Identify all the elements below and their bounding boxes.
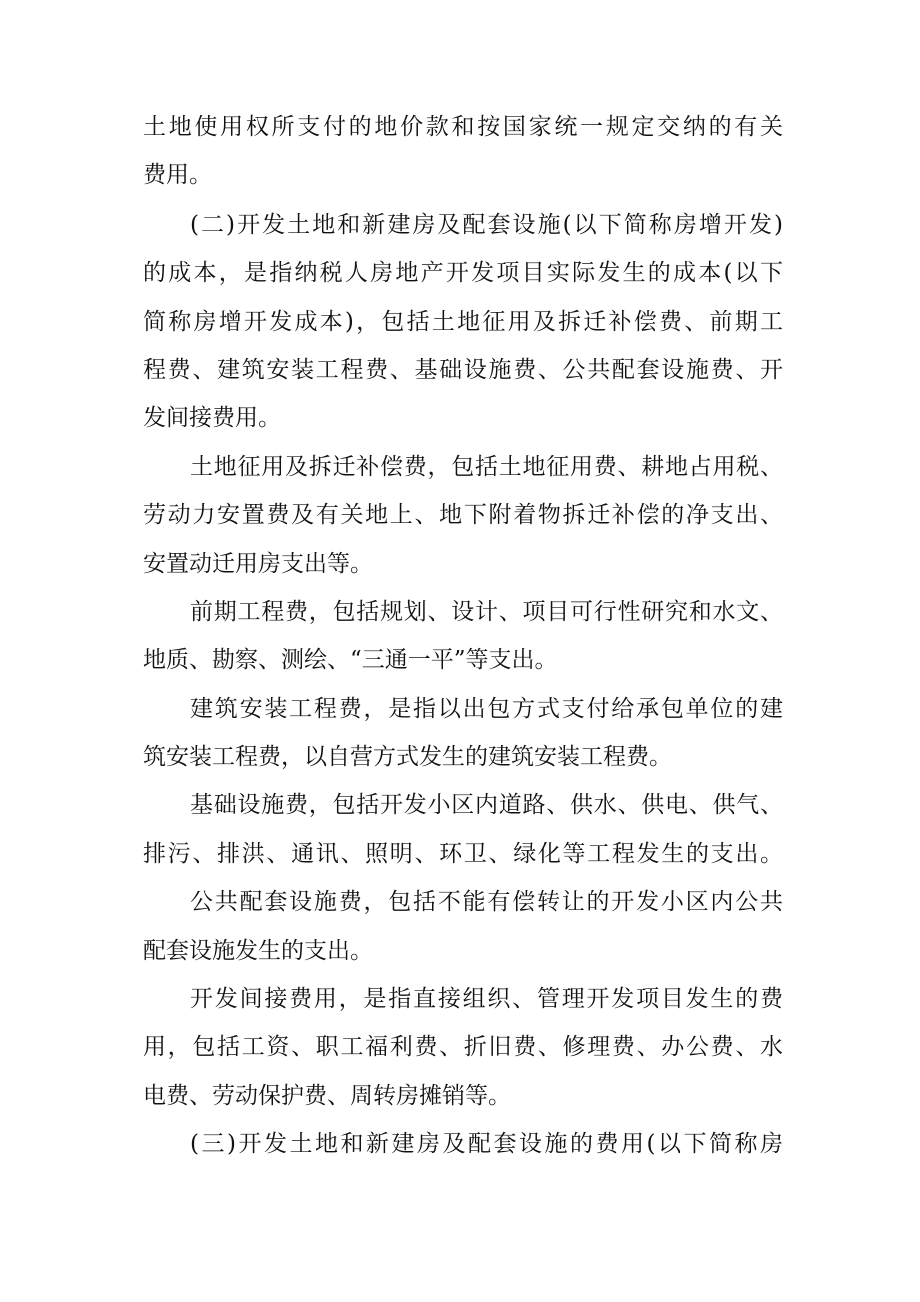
text-line: 开发间接费用，是指直接组织、管理开发项目发生的费 [190, 986, 783, 1012]
text-line: 发间接费用。 [143, 405, 281, 431]
text-line: 建筑安装工程费，是指以出包方式支付给承包单位的建 [190, 696, 783, 722]
text-line: 的成本，是指纳税人房地产开发项目实际发生的成本(以下 [143, 260, 783, 286]
text-line: 简称房增开发成本)，包括土地征用及拆迁补偿费、前期工 [143, 309, 783, 335]
text-line: 费用。 [143, 162, 212, 188]
text-line: (二)开发土地和新建房及配套设施(以下简称房增开发) [190, 212, 783, 238]
text-line: 安置动迁用房支出等。 [143, 551, 373, 577]
text-line: 劳动力安置费及有关地上、地下附着物拆迁补偿的净支出、 [143, 502, 783, 528]
text-line: 程费、建筑安装工程费、基础设施费、公共配套设施费、开 [143, 357, 783, 383]
text-line: 基础设施费，包括开发小区内道路、供水、供电、供气、 [190, 792, 783, 818]
text-line: 地质、勘察、测绘、“三通一平”等支出。 [143, 647, 558, 673]
text-line: 用，包括工资、职工福利费、折旧费、修理费、办公费、水 [143, 1034, 783, 1060]
text-line: (三)开发土地和新建房及配套设施的费用(以下简称房 [190, 1131, 783, 1157]
text-line: 排污、排洪、通讯、照明、环卫、绿化等工程发生的支出。 [143, 841, 783, 867]
text-line: 土地使用权所支付的地价款和按国家统一规定交纳的有关 [143, 114, 783, 140]
text-line: 公共配套设施费，包括不能有偿转让的开发小区内公共 [190, 889, 783, 915]
text-line: 土地征用及拆迁补偿费，包括土地征用费、耕地占用税、 [190, 454, 783, 480]
text-line: 电费、劳动保护费、周转房摊销等。 [143, 1083, 511, 1109]
text-line: 配套设施发生的支出。 [143, 938, 373, 964]
text-line: 筑安装工程费，以自营方式发生的建筑安装工程费。 [143, 744, 672, 770]
text-line: 前期工程费，包括规划、设计、项目可行性研究和水文、 [190, 599, 783, 625]
